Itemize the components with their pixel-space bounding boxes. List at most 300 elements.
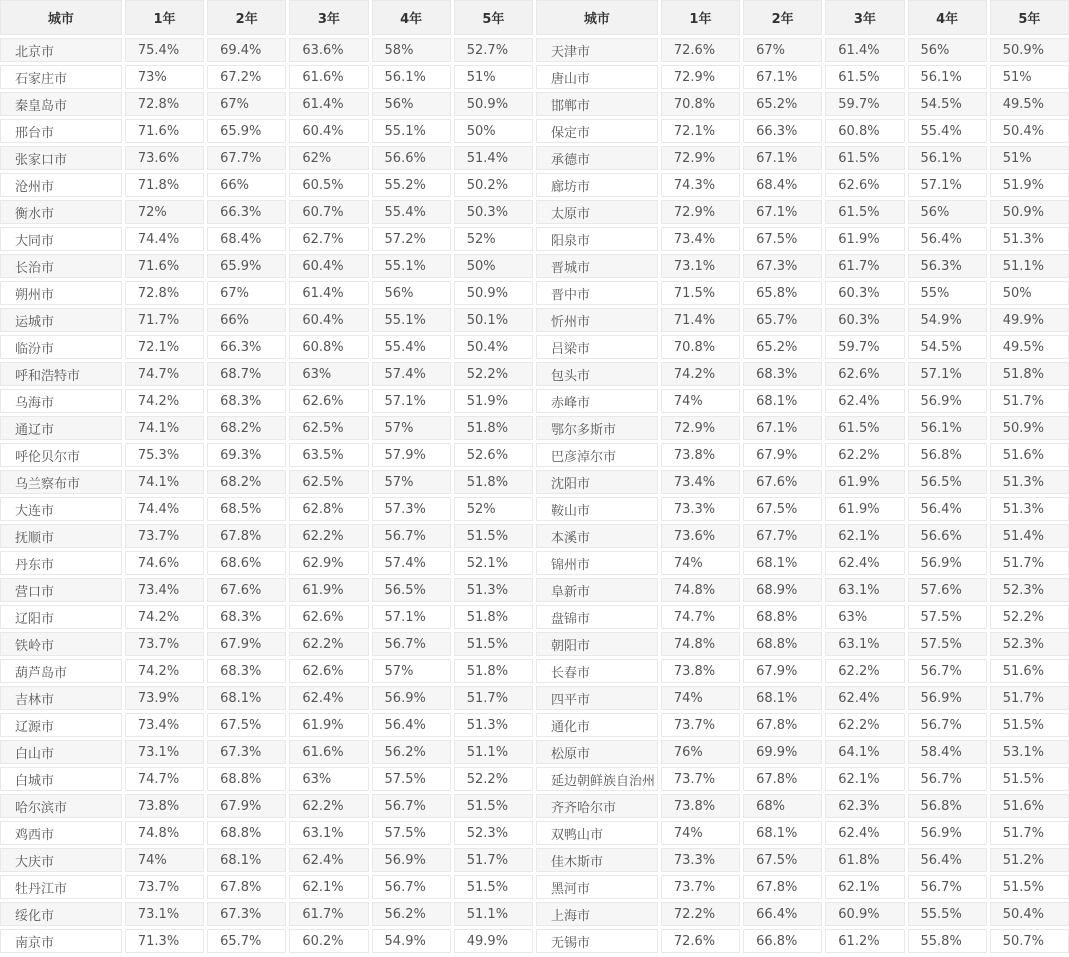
rate-cell: 51.8% <box>454 416 533 440</box>
rate-cell: 59.7% <box>825 335 904 359</box>
rate-cell: 73.7% <box>125 632 204 656</box>
table-row <box>0 362 1069 386</box>
city-cell: 铁岭市 <box>0 632 122 656</box>
rate-cell: 70.8% <box>661 335 740 359</box>
rate-cell: 68.2% <box>207 470 286 494</box>
rate-cell: 74.6% <box>125 551 204 575</box>
rate-cell: 62.4% <box>825 551 904 575</box>
rate-cell: 49.9% <box>454 929 533 953</box>
city-cell: 营口市 <box>0 578 122 602</box>
rate-cell: 51% <box>990 65 1069 89</box>
city-cell: 辽阳市 <box>0 605 122 629</box>
rate-cell: 62.1% <box>825 767 904 791</box>
city-cell: 通辽市 <box>0 416 122 440</box>
rate-cell: 62.9% <box>289 551 368 575</box>
rate-cell: 57.9% <box>372 443 451 467</box>
rate-cell: 61.9% <box>825 227 904 251</box>
rate-cell: 56.5% <box>908 470 987 494</box>
rate-cell: 56.3% <box>908 254 987 278</box>
table-row <box>0 200 1069 224</box>
rate-cell: 50% <box>990 281 1069 305</box>
rate-cell: 72.1% <box>125 335 204 359</box>
rate-cell: 73.7% <box>661 767 740 791</box>
table-row <box>0 497 1069 521</box>
city-cell: 通化市 <box>536 713 658 737</box>
city-cell: 沈阳市 <box>536 470 658 494</box>
table-row <box>0 821 1069 845</box>
city-cell: 北京市 <box>0 38 122 62</box>
rate-cell: 73.6% <box>661 524 740 548</box>
rate-cell: 60.3% <box>825 281 904 305</box>
rate-cell: 67.3% <box>743 254 822 278</box>
table-row <box>0 227 1069 251</box>
rate-cell: 69.3% <box>207 443 286 467</box>
table-row <box>0 173 1069 197</box>
city-cell: 巴彦淖尔市 <box>536 443 658 467</box>
table-row <box>0 254 1069 278</box>
city-cell: 哈尔滨市 <box>0 794 122 818</box>
city-cell: 四平市 <box>536 686 658 710</box>
city-cell: 葫芦岛市 <box>0 659 122 683</box>
rate-cell: 74.8% <box>125 821 204 845</box>
city-cell: 鄂尔多斯市 <box>536 416 658 440</box>
city-cell: 临汾市 <box>0 335 122 359</box>
rate-cell: 68.6% <box>207 551 286 575</box>
rate-cell: 51.3% <box>454 713 533 737</box>
rate-cell: 62.6% <box>825 362 904 386</box>
rate-cell: 56.9% <box>372 848 451 872</box>
rate-cell: 56.2% <box>372 902 451 926</box>
rate-cell: 67.6% <box>207 578 286 602</box>
rate-cell: 55.5% <box>908 902 987 926</box>
rate-cell: 66.4% <box>743 902 822 926</box>
city-cell: 呼伦贝尔市 <box>0 443 122 467</box>
table-row <box>0 146 1069 170</box>
rate-cell: 74% <box>661 821 740 845</box>
column-header-year: 1年 <box>125 0 204 35</box>
rate-cell: 61.8% <box>825 848 904 872</box>
city-cell: 南京市 <box>0 929 122 953</box>
city-cell: 石家庄市 <box>0 65 122 89</box>
rate-cell: 66.3% <box>207 335 286 359</box>
rate-cell: 63% <box>289 362 368 386</box>
rate-cell: 73.9% <box>125 686 204 710</box>
rate-cell: 62.5% <box>289 470 368 494</box>
rate-cell: 55.1% <box>372 254 451 278</box>
rate-cell: 56.7% <box>372 794 451 818</box>
city-cell: 大庆市 <box>0 848 122 872</box>
rate-cell: 57.4% <box>372 551 451 575</box>
rate-cell: 50.2% <box>454 173 533 197</box>
rate-cell: 50.1% <box>454 308 533 332</box>
table-row <box>0 929 1069 953</box>
rate-cell: 60.3% <box>825 308 904 332</box>
rate-cell: 51.2% <box>990 848 1069 872</box>
rate-cell: 61.4% <box>289 281 368 305</box>
rate-cell: 51.8% <box>454 470 533 494</box>
city-cell: 长春市 <box>536 659 658 683</box>
rate-cell: 72.9% <box>661 200 740 224</box>
table-row <box>0 308 1069 332</box>
rate-cell: 56.1% <box>908 146 987 170</box>
rate-cell: 52.3% <box>454 821 533 845</box>
rate-cell: 49.5% <box>990 335 1069 359</box>
rate-cell: 68.3% <box>207 389 286 413</box>
rate-cell: 70.8% <box>661 92 740 116</box>
rate-cell: 63.6% <box>289 38 368 62</box>
rate-cell: 61.9% <box>825 497 904 521</box>
rate-cell: 55.4% <box>372 200 451 224</box>
rate-cell: 56.2% <box>372 740 451 764</box>
rate-cell: 51.5% <box>990 713 1069 737</box>
rate-cell: 63% <box>289 767 368 791</box>
rate-cell: 57.1% <box>372 389 451 413</box>
city-cell: 天津市 <box>536 38 658 62</box>
rate-cell: 68.1% <box>743 551 822 575</box>
rate-cell: 67.1% <box>743 146 822 170</box>
table-row <box>0 38 1069 62</box>
rate-cell: 62.2% <box>289 794 368 818</box>
rate-cell: 66% <box>207 173 286 197</box>
rate-cell: 73.4% <box>125 713 204 737</box>
rate-cell: 69.9% <box>743 740 822 764</box>
table-row <box>0 551 1069 575</box>
column-header-year: 5年 <box>990 0 1069 35</box>
table-row <box>0 416 1069 440</box>
rate-cell: 68.1% <box>743 389 822 413</box>
rate-cell: 71.4% <box>661 308 740 332</box>
rate-cell: 67.9% <box>207 632 286 656</box>
city-cell: 阜新市 <box>536 578 658 602</box>
rate-cell: 52.7% <box>454 38 533 62</box>
table-row <box>0 524 1069 548</box>
rate-cell: 62.2% <box>825 713 904 737</box>
table-row <box>0 65 1069 89</box>
rate-cell: 54.9% <box>908 308 987 332</box>
rate-cell: 62.2% <box>289 524 368 548</box>
rate-cell: 73.1% <box>125 740 204 764</box>
rate-cell: 67% <box>207 92 286 116</box>
rate-cell: 64.1% <box>825 740 904 764</box>
rate-cell: 57.1% <box>908 173 987 197</box>
city-cell: 白城市 <box>0 767 122 791</box>
rate-cell: 73.7% <box>661 713 740 737</box>
rate-cell: 51.7% <box>454 686 533 710</box>
rate-cell: 56% <box>908 200 987 224</box>
rate-cell: 57.2% <box>372 227 451 251</box>
rate-cell: 60.7% <box>289 200 368 224</box>
rate-cell: 51.9% <box>990 173 1069 197</box>
rate-cell: 67.5% <box>743 227 822 251</box>
rate-cell: 71.7% <box>125 308 204 332</box>
rate-cell: 55.4% <box>908 119 987 143</box>
rate-cell: 62% <box>289 146 368 170</box>
rate-cell: 62.6% <box>289 605 368 629</box>
rate-cell: 56.1% <box>908 416 987 440</box>
rate-cell: 68.4% <box>207 227 286 251</box>
rate-cell: 51.4% <box>454 146 533 170</box>
city-cell: 廊坊市 <box>536 173 658 197</box>
rate-cell: 55.8% <box>908 929 987 953</box>
rate-cell: 50.3% <box>454 200 533 224</box>
rate-cell: 60.8% <box>825 119 904 143</box>
rate-cell: 73.6% <box>125 146 204 170</box>
table-row <box>0 119 1069 143</box>
rate-cell: 52% <box>454 497 533 521</box>
city-cell: 大同市 <box>0 227 122 251</box>
rate-cell: 73% <box>125 65 204 89</box>
rate-cell: 66.3% <box>743 119 822 143</box>
rate-cell: 73.1% <box>661 254 740 278</box>
rate-cell: 57.5% <box>372 821 451 845</box>
rate-cell: 61.7% <box>825 254 904 278</box>
rate-cell: 55% <box>908 281 987 305</box>
rate-cell: 61.7% <box>289 902 368 926</box>
rate-cell: 51.3% <box>990 227 1069 251</box>
rate-cell: 68.1% <box>207 686 286 710</box>
rate-cell: 71.6% <box>125 119 204 143</box>
rate-cell: 51% <box>990 146 1069 170</box>
rate-cell: 71.6% <box>125 254 204 278</box>
rate-cell: 51.5% <box>990 767 1069 791</box>
rate-cell: 73.3% <box>661 497 740 521</box>
rate-cell: 68.5% <box>207 497 286 521</box>
column-header-year: 4年 <box>372 0 451 35</box>
rate-cell: 72.6% <box>661 929 740 953</box>
rate-cell: 62.2% <box>825 443 904 467</box>
rate-cell: 61.5% <box>825 200 904 224</box>
table-row <box>0 92 1069 116</box>
city-cell: 白山市 <box>0 740 122 764</box>
city-cell: 晋中市 <box>536 281 658 305</box>
city-cell: 抚顺市 <box>0 524 122 548</box>
rate-cell: 73.3% <box>661 848 740 872</box>
city-cell: 张家口市 <box>0 146 122 170</box>
rate-cell: 63.1% <box>825 578 904 602</box>
column-header-year: 3年 <box>289 0 368 35</box>
rate-cell: 60.2% <box>289 929 368 953</box>
table-row <box>0 281 1069 305</box>
rate-cell: 73.8% <box>661 443 740 467</box>
rate-cell: 58.4% <box>908 740 987 764</box>
rate-cell: 51.1% <box>990 254 1069 278</box>
rate-cell: 69.4% <box>207 38 286 62</box>
city-cell: 大连市 <box>0 497 122 521</box>
rate-cell: 55.2% <box>372 173 451 197</box>
rate-cell: 74% <box>661 686 740 710</box>
rate-cell: 68.3% <box>207 659 286 683</box>
rate-cell: 51.1% <box>454 740 533 764</box>
rate-cell: 63.5% <box>289 443 368 467</box>
rate-cell: 62.6% <box>825 173 904 197</box>
rate-cell: 71.8% <box>125 173 204 197</box>
rate-cell: 52.1% <box>454 551 533 575</box>
rate-cell: 53.1% <box>990 740 1069 764</box>
city-cell: 赤峰市 <box>536 389 658 413</box>
rate-cell: 56.4% <box>908 497 987 521</box>
rate-cell: 72.9% <box>661 416 740 440</box>
rate-cell: 73.8% <box>125 794 204 818</box>
city-cell: 秦皇岛市 <box>0 92 122 116</box>
rate-cell: 52.2% <box>454 767 533 791</box>
city-cell: 承德市 <box>536 146 658 170</box>
rate-cell: 56.7% <box>372 524 451 548</box>
rate-cell: 51.3% <box>454 578 533 602</box>
rate-cell: 65.2% <box>743 335 822 359</box>
rate-cell: 56.4% <box>372 713 451 737</box>
rate-cell: 50.4% <box>990 902 1069 926</box>
rate-cell: 50.9% <box>990 416 1069 440</box>
city-cell: 衡水市 <box>0 200 122 224</box>
rate-cell: 68.8% <box>743 605 822 629</box>
rate-cell: 60.5% <box>289 173 368 197</box>
rate-cell: 54.5% <box>908 92 987 116</box>
rate-cell: 51.8% <box>454 605 533 629</box>
rate-cell: 72% <box>125 200 204 224</box>
rate-cell: 51.4% <box>990 524 1069 548</box>
column-header-year: 4年 <box>908 0 987 35</box>
rate-cell: 56.4% <box>908 227 987 251</box>
rate-cell: 62.7% <box>289 227 368 251</box>
rate-cell: 57.5% <box>908 605 987 629</box>
rate-cell: 65.2% <box>743 92 822 116</box>
rate-cell: 76% <box>661 740 740 764</box>
rate-cell: 55.1% <box>372 308 451 332</box>
rate-cell: 74.8% <box>661 632 740 656</box>
rate-cell: 61.6% <box>289 65 368 89</box>
rate-cell: 74.2% <box>125 605 204 629</box>
rate-cell: 60.4% <box>289 254 368 278</box>
city-cell: 乌兰察布市 <box>0 470 122 494</box>
table-body <box>0 38 1069 953</box>
rate-cell: 65.7% <box>743 308 822 332</box>
rate-cell: 62.6% <box>289 389 368 413</box>
rate-cell: 62.1% <box>289 875 368 899</box>
table-row <box>0 740 1069 764</box>
column-header-year: 1年 <box>661 0 740 35</box>
column-header-year: 2年 <box>743 0 822 35</box>
rate-cell: 73.8% <box>661 794 740 818</box>
city-cell: 牡丹江市 <box>0 875 122 899</box>
rate-cell: 61.4% <box>289 92 368 116</box>
rate-cell: 62.1% <box>825 875 904 899</box>
city-cell: 忻州市 <box>536 308 658 332</box>
rate-cell: 74.1% <box>125 470 204 494</box>
rate-cell: 75.4% <box>125 38 204 62</box>
rate-cell: 51.5% <box>454 524 533 548</box>
rate-cell: 67.8% <box>743 875 822 899</box>
rate-cell: 74.8% <box>661 578 740 602</box>
rate-cell: 52.2% <box>990 605 1069 629</box>
rate-cell: 54.9% <box>372 929 451 953</box>
rate-cell: 73.4% <box>661 470 740 494</box>
rate-cell: 51.1% <box>454 902 533 926</box>
table-row <box>0 443 1069 467</box>
rate-cell: 57.6% <box>908 578 987 602</box>
city-cell: 齐齐哈尔市 <box>536 794 658 818</box>
city-cell: 唐山市 <box>536 65 658 89</box>
rate-cell: 56.9% <box>908 686 987 710</box>
rate-cell: 67.7% <box>743 524 822 548</box>
rate-cell: 71.3% <box>125 929 204 953</box>
rate-cell: 67.9% <box>743 443 822 467</box>
table-header <box>0 0 1069 35</box>
rate-cell: 73.7% <box>661 875 740 899</box>
rate-cell: 61.9% <box>289 578 368 602</box>
rate-cell: 68.7% <box>207 362 286 386</box>
rate-cell: 67.3% <box>207 902 286 926</box>
rate-cell: 51% <box>454 65 533 89</box>
rate-cell: 63% <box>825 605 904 629</box>
rate-cell: 74.3% <box>661 173 740 197</box>
column-header-year: 2年 <box>207 0 286 35</box>
rate-cell: 56.7% <box>372 632 451 656</box>
table-row <box>0 686 1069 710</box>
rate-cell: 67.2% <box>207 65 286 89</box>
city-cell: 鸡西市 <box>0 821 122 845</box>
rate-cell: 68.4% <box>743 173 822 197</box>
rate-cell: 56.8% <box>908 794 987 818</box>
rate-cell: 52.3% <box>990 578 1069 602</box>
rate-cell: 52.6% <box>454 443 533 467</box>
rate-cell: 56.9% <box>908 389 987 413</box>
rate-cell: 59.7% <box>825 92 904 116</box>
rate-cell: 56.9% <box>908 821 987 845</box>
rate-cell: 50.4% <box>454 335 533 359</box>
table-row <box>0 470 1069 494</box>
rate-cell: 72.1% <box>661 119 740 143</box>
rate-cell: 55.4% <box>372 335 451 359</box>
rate-cell: 50% <box>454 254 533 278</box>
rate-cell: 56.7% <box>372 875 451 899</box>
city-cell: 绥化市 <box>0 902 122 926</box>
rate-cell: 51.5% <box>454 875 533 899</box>
rate-cell: 51.7% <box>454 848 533 872</box>
rate-cell: 68.8% <box>207 767 286 791</box>
rate-cell: 56.4% <box>908 848 987 872</box>
city-cell: 佳木斯市 <box>536 848 658 872</box>
city-cell: 本溪市 <box>536 524 658 548</box>
table-row <box>0 794 1069 818</box>
rate-cell: 62.4% <box>825 389 904 413</box>
rate-cell: 68.8% <box>207 821 286 845</box>
rate-cell: 61.5% <box>825 416 904 440</box>
rate-cell: 65.9% <box>207 119 286 143</box>
table-row <box>0 389 1069 413</box>
city-cell: 保定市 <box>536 119 658 143</box>
rate-cell: 72.8% <box>125 92 204 116</box>
rate-cell: 68.9% <box>743 578 822 602</box>
rate-cell: 67.3% <box>207 740 286 764</box>
rate-cell: 74.2% <box>661 362 740 386</box>
rate-cell: 73.4% <box>661 227 740 251</box>
rate-cell: 57.1% <box>908 362 987 386</box>
rate-cell: 61.4% <box>825 38 904 62</box>
rate-cell: 56.1% <box>372 65 451 89</box>
rate-cell: 49.9% <box>990 308 1069 332</box>
rate-cell: 51.8% <box>990 362 1069 386</box>
rate-cell: 68.8% <box>743 632 822 656</box>
city-cell: 呼和浩特市 <box>0 362 122 386</box>
city-cell: 朝阳市 <box>536 632 658 656</box>
rate-cell: 62.6% <box>289 659 368 683</box>
rate-cell: 61.9% <box>289 713 368 737</box>
rate-cell: 67.8% <box>207 524 286 548</box>
rate-cell: 67.5% <box>743 848 822 872</box>
rate-cell: 62.3% <box>825 794 904 818</box>
rate-cell: 51.7% <box>990 686 1069 710</box>
rate-cell: 62.4% <box>289 686 368 710</box>
